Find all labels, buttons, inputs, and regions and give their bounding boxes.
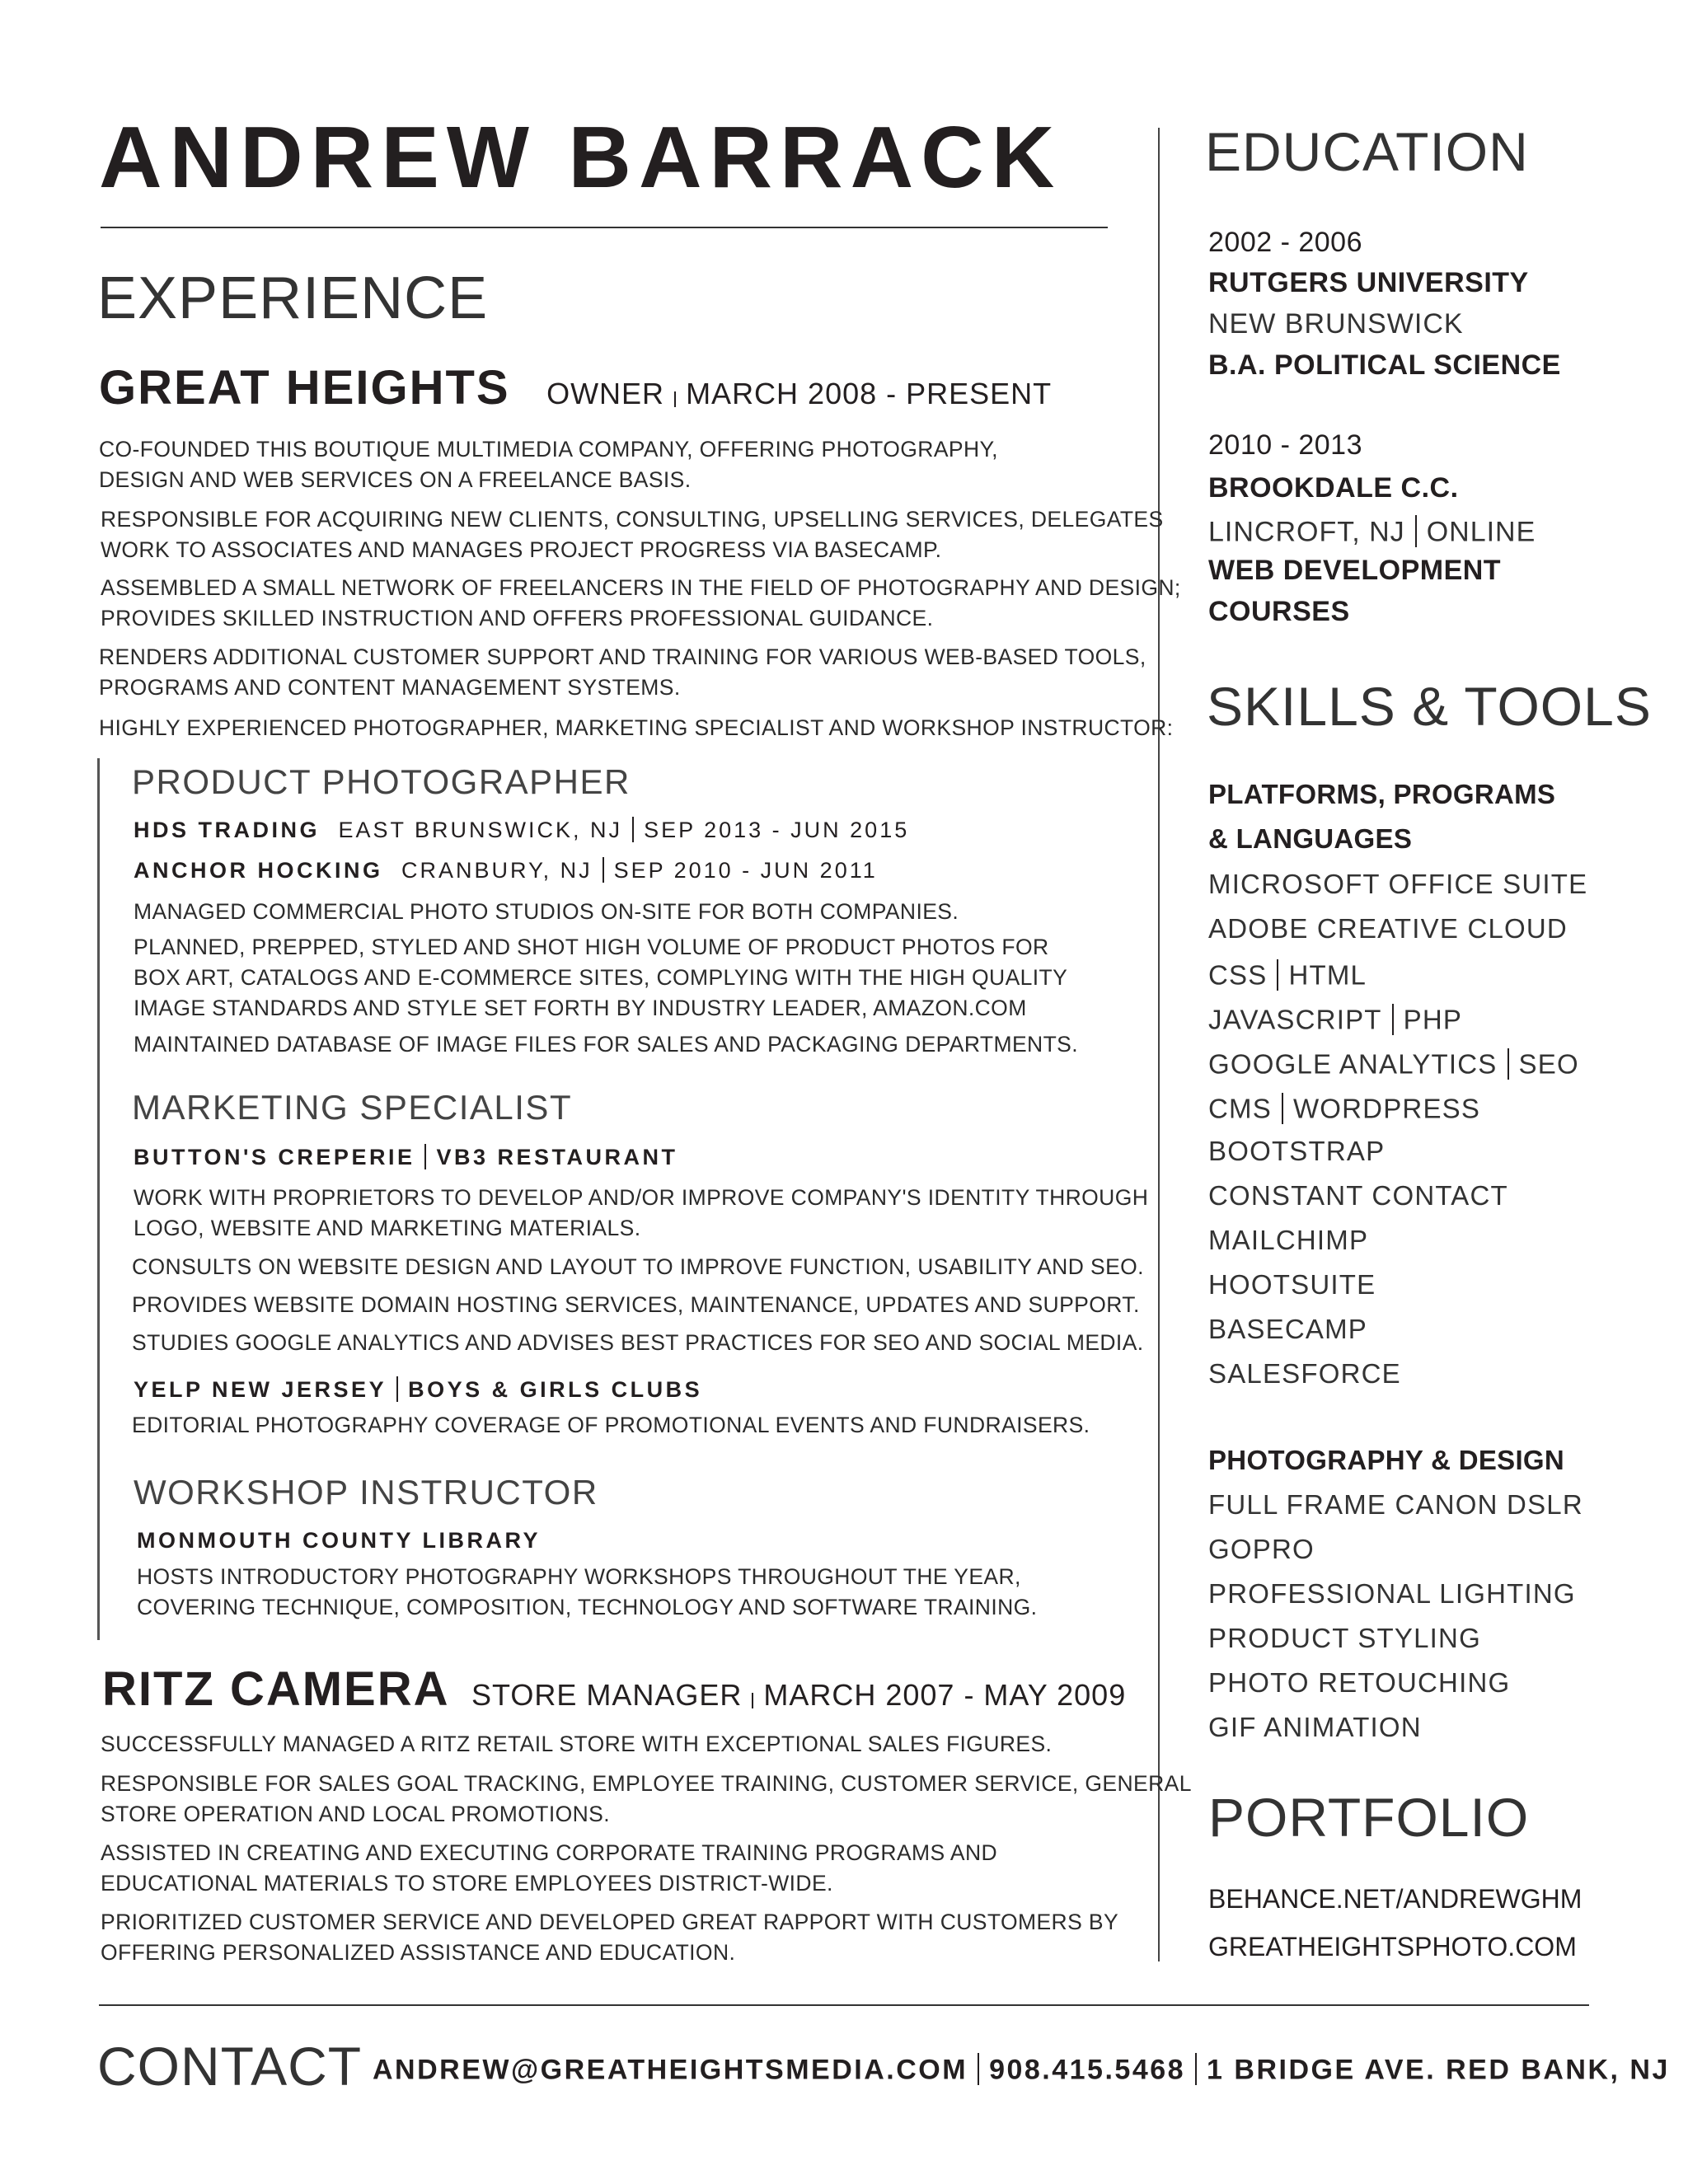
product-photographer-bullet-3	[134, 1029, 1078, 1060]
separator	[1415, 515, 1417, 547]
skill-label: SALESFORCE	[1208, 1358, 1401, 1389]
ritz-camera-header	[102, 1662, 1127, 1716]
separator	[978, 2053, 979, 2085]
bullet-line: DESIGN AND WEB SERVICES ON A FREELANCE BASIS.	[99, 467, 692, 492]
employer-hds-trading	[134, 817, 909, 842]
employer-buttons-vb3	[134, 1144, 678, 1169]
employer-location: EAST BRUNSWICK, NJ	[338, 818, 623, 843]
candidate-name: ANDREW BARRACK	[99, 109, 1062, 206]
portfolio-link-behance[interactable]: BEHANCE.NET/ANDREWGHM	[1208, 1884, 1582, 1914]
marketing-specialist-bullet-1	[134, 1183, 1148, 1244]
great-heights-role: OWNER	[546, 377, 665, 410]
separator	[1392, 1004, 1394, 1035]
employer-name: MONMOUTH COUNTY LIBRARY	[137, 1528, 541, 1553]
employer-yelp-boys-girls	[134, 1376, 702, 1402]
location-part: ONLINE	[1426, 516, 1536, 548]
great-heights-bullet-5	[99, 713, 1173, 743]
contact-address: 1 BRIDGE AVE. RED BANK, NJ	[1207, 2054, 1670, 2086]
skill-label: CONSTANT CONTACT	[1208, 1180, 1508, 1211]
skill-item	[1208, 1182, 1508, 1209]
bullet-line: SUCCESSFULLY MANAGED A RITZ RETAIL STORE WITH EXCEPTIONAL SALES FIGURES.	[101, 1732, 1053, 1756]
education-heading: EDUCATION	[1205, 121, 1529, 182]
product-photographer-bullet-2	[134, 932, 1067, 1024]
skill-item	[1208, 1315, 1367, 1343]
education-degree-line-2: COURSES	[1208, 596, 1350, 627]
great-heights-header	[99, 361, 1053, 415]
employer-name: HDS TRADING	[134, 818, 320, 843]
skill-label: JAVASCRIPT	[1208, 1004, 1382, 1035]
bullet-line: RESPONSIBLE FOR ACQUIRING NEW CLIENTS, CONSULTING, UPSELLING SERVICES, DELEGATES	[101, 507, 1164, 532]
experience-heading: EXPERIENCE	[97, 265, 489, 331]
skill-item: PROFESSIONAL LIGHTING	[1208, 1578, 1576, 1609]
column-divider	[1158, 128, 1160, 1961]
separator	[424, 1144, 426, 1169]
marketing-specialist-bullet-3	[132, 1290, 1140, 1320]
bullet-line: STORE OPERATION AND LOCAL PROMOTIONS.	[101, 1802, 611, 1826]
skill-label: CMS	[1208, 1093, 1272, 1124]
ritz-camera-bullet-3	[101, 1838, 997, 1899]
workshop-instructor-bullet-1	[137, 1562, 1037, 1623]
bullet-line: HOSTS INTRODUCTORY PHOTOGRAPHY WORKSHOPS THROUGHOUT THE YEAR,	[137, 1564, 1021, 1589]
contact-phone[interactable]: 908.415.5468	[989, 2054, 1186, 2086]
skill-item	[1208, 870, 1587, 898]
bullet-line: WORK WITH PROPRIETORS TO DEVELOP AND/OR IMPROVE COMPANY'S IDENTITY THROUGH	[134, 1185, 1149, 1210]
sub-roles-divider	[97, 758, 100, 1640]
bullet-line: BOX ART, CATALOGS AND E-COMMERCE SITES, COMPLYING WITH THE HIGH QUALITY	[134, 965, 1068, 990]
skill-item	[1208, 1048, 1579, 1080]
contact-email[interactable]: ANDREW@GREATHEIGHTSMEDIA.COM	[373, 2054, 968, 2086]
bullet-line: RENDERS ADDITIONAL CUSTOMER SUPPORT AND TRAINING FOR VARIOUS WEB-BASED TOOLS,	[99, 644, 1146, 669]
skills-heading: SKILLS & TOOLS	[1207, 676, 1652, 737]
bullet-line: COVERING TECHNIQUE, COMPOSITION, TECHNOLOGY AND SOFTWARE TRAINING.	[137, 1595, 1038, 1619]
bullet-line: IMAGE STANDARDS AND STYLE SET FORTH BY INDUSTRY LEADER, AMAZON.COM	[134, 996, 1027, 1020]
skill-item: PRODUCT STYLING	[1208, 1623, 1481, 1653]
separator	[603, 857, 604, 883]
great-heights-bullet-3	[101, 573, 1181, 634]
separator	[752, 1693, 753, 1708]
marketing-specialist-bullet-2	[132, 1252, 1144, 1282]
bullet-line: CONSULTS ON WEBSITE DESIGN AND LAYOUT TO IMPROVE FUNCTION, USABILITY AND SEO.	[132, 1254, 1144, 1279]
skill-label: HOOTSUITE	[1208, 1269, 1376, 1300]
skill-item	[1208, 1093, 1480, 1124]
skill-item	[1208, 1226, 1368, 1254]
education-school: BROOKDALE C.C.	[1208, 472, 1459, 504]
bullet-line: EDUCATIONAL MATERIALS TO STORE EMPLOYEES DISTRICT-WIDE.	[101, 1871, 833, 1896]
education-location	[1208, 515, 1536, 547]
bullet-line: PRIORITIZED CUSTOMER SERVICE AND DEVELOPED GREAT RAPPORT WITH CUSTOMERS BY	[101, 1910, 1119, 1934]
employer-name: BUTTON'S CREPERIE	[134, 1145, 415, 1170]
skill-item	[1208, 959, 1367, 991]
bullet-line: PLANNED, PREPPED, STYLED AND SHOT HIGH VOLUME OF PRODUCT PHOTOS FOR	[134, 935, 1049, 959]
employer-name: ANCHOR HOCKING	[134, 858, 383, 883]
bullet-line: MANAGED COMMERCIAL PHOTO STUDIOS ON-SITE FOR BOTH COMPANIES.	[134, 899, 959, 924]
skills-group1-title-line-2: & LANGUAGES	[1208, 823, 1413, 854]
workshop-instructor-title: WORKSHOP INSTRUCTOR	[134, 1473, 598, 1511]
bullet-line: OFFERING PERSONALIZED ASSISTANCE AND EDUCATION.	[101, 1940, 736, 1965]
employer-name: VB3 RESTAURANT	[436, 1145, 678, 1170]
portfolio-link-website[interactable]: GREATHEIGHTSPHOTO.COM	[1208, 1932, 1577, 1961]
bullet-line: PROGRAMS AND CONTENT MANAGEMENT SYSTEMS.	[99, 675, 681, 700]
skills-group2-title: PHOTOGRAPHY & DESIGN	[1208, 1445, 1565, 1475]
bullet-line: ASSEMBLED A SMALL NETWORK OF FREELANCERS IN THE FIELD OF PHOTOGRAPHY AND DESIGN;	[101, 575, 1181, 600]
education-degree: B.A. POLITICAL SCIENCE	[1208, 349, 1561, 381]
bullet-line: MAINTAINED DATABASE OF IMAGE FILES FOR SALES AND PACKAGING DEPARTMENTS.	[134, 1032, 1079, 1057]
skill-label: MAILCHIMP	[1208, 1225, 1369, 1255]
employer-location: CRANBURY, NJ	[401, 858, 593, 883]
employer-monmouth-library	[137, 1530, 541, 1552]
product-photographer-title: PRODUCT PHOTOGRAPHER	[132, 762, 631, 801]
skill-label: BOOTSTRAP	[1208, 1136, 1386, 1166]
employer-dates: SEP 2010 - JUN 2011	[613, 858, 878, 883]
separator	[1282, 1093, 1283, 1124]
skill-item: GOPRO	[1208, 1534, 1315, 1564]
ritz-camera-bullet-2	[101, 1769, 1192, 1830]
skill-item: GIF ANIMATION	[1208, 1712, 1422, 1742]
bullet-line: WORK TO ASSOCIATES AND MANAGES PROJECT PROGRESS VIA BASECAMP.	[101, 537, 942, 562]
separator	[396, 1376, 398, 1402]
great-heights-bullet-1	[99, 434, 998, 495]
bullet-line: PROVIDES WEBSITE DOMAIN HOSTING SERVICES, MAINTENANCE, UPDATES AND SUPPORT.	[132, 1292, 1140, 1317]
bullet-line: STUDIES GOOGLE ANALYTICS AND ADVISES BEST PRACTICES FOR SEO AND SOCIAL MEDIA.	[132, 1330, 1144, 1355]
great-heights-bullet-4	[99, 642, 1146, 703]
bullet-line: CO-FOUNDED THIS BOUTIQUE MULTIMEDIA COMPANY, OFFERING PHOTOGRAPHY,	[99, 437, 998, 462]
employer-anchor-hocking	[134, 857, 878, 883]
skill-item	[1208, 1004, 1462, 1035]
company-ritz-camera: RITZ CAMERA	[102, 1662, 450, 1716]
education-years: 2002 - 2006	[1208, 227, 1362, 258]
education-degree: WEB DEVELOPMENT	[1208, 555, 1502, 586]
contact-divider	[99, 2004, 1589, 2006]
education-years: 2010 - 2013	[1208, 429, 1362, 461]
employer-name: YELP NEW JERSEY	[134, 1377, 387, 1403]
skill-label: ADOBE CREATIVE CLOUD	[1208, 913, 1568, 944]
bullet-line: RESPONSIBLE FOR SALES GOAL TRACKING, EMPLOYEE TRAINING, CUSTOMER SERVICE, GENERAL	[101, 1771, 1192, 1796]
bullet-line: LOGO, WEBSITE AND MARKETING MATERIALS.	[134, 1216, 641, 1240]
marketing-specialist-bullet-5	[132, 1410, 1090, 1441]
skill-item	[1208, 1137, 1385, 1165]
separator	[632, 817, 634, 842]
location-part: LINCROFT, NJ	[1208, 516, 1405, 548]
separator	[1277, 959, 1278, 991]
bullet-line: HIGHLY EXPERIENCED PHOTOGRAPHER, MARKETING SPECIALIST AND WORKSHOP INSTRUCTOR:	[99, 715, 1174, 740]
contact-heading: CONTACT	[97, 2036, 363, 2097]
skill-item	[1208, 1271, 1376, 1298]
skill-label: PHP	[1403, 1004, 1463, 1035]
skill-label: CSS	[1208, 959, 1268, 991]
ritz-camera-dates: MARCH 2007 - MAY 2009	[763, 1678, 1127, 1712]
bullet-line: EDITORIAL PHOTOGRAPHY COVERAGE OF PROMOTIONAL EVENTS AND FUNDRAISERS.	[132, 1413, 1090, 1437]
skill-label: WORDPRESS	[1292, 1093, 1481, 1124]
skill-item: PHOTO RETOUCHING	[1208, 1667, 1511, 1698]
education-school: RUTGERS UNIVERSITY	[1208, 267, 1529, 298]
skill-item	[1208, 1360, 1401, 1387]
marketing-specialist-title: MARKETING SPECIALIST	[132, 1088, 573, 1127]
great-heights-dates: MARCH 2008 - PRESENT	[686, 377, 1053, 410]
skill-label: MICROSOFT OFFICE SUITE	[1208, 869, 1588, 899]
skill-label: BASECAMP	[1208, 1314, 1367, 1344]
skill-label: GOOGLE ANALYTICS	[1208, 1048, 1498, 1080]
employer-dates: SEP 2013 - JUN 2015	[644, 818, 910, 843]
separator	[674, 391, 676, 406]
company-great-heights: GREAT HEIGHTS	[99, 361, 510, 415]
skill-item	[1208, 915, 1568, 942]
product-photographer-bullet-1	[134, 897, 959, 927]
name-divider	[101, 227, 1108, 228]
portfolio-heading: PORTFOLIO	[1208, 1787, 1530, 1848]
skill-label: SEO	[1518, 1048, 1579, 1080]
skill-item: FULL FRAME CANON DSLR	[1208, 1489, 1583, 1520]
employer-name: BOYS & GIRLS CLUBS	[408, 1377, 703, 1403]
marketing-specialist-bullet-4	[132, 1328, 1144, 1358]
great-heights-bullet-2	[101, 504, 1164, 565]
skills-group1-title: PLATFORMS, PROGRAMS	[1208, 779, 1556, 809]
bullet-line: ASSISTED IN CREATING AND EXECUTING CORPORATE TRAINING PROGRAMS AND	[101, 1840, 998, 1865]
ritz-camera-role: STORE MANAGER	[471, 1678, 743, 1712]
skill-label: HTML	[1288, 959, 1367, 991]
bullet-line: PROVIDES SKILLED INSTRUCTION AND OFFERS PROFESSIONAL GUIDANCE.	[101, 606, 934, 630]
ritz-camera-bullet-4	[101, 1907, 1118, 1968]
education-location: NEW BRUNSWICK	[1208, 308, 1464, 340]
ritz-camera-bullet-1	[101, 1729, 1052, 1760]
separator	[1195, 2053, 1197, 2085]
separator	[1507, 1048, 1509, 1080]
contact-details	[373, 2053, 1670, 2085]
